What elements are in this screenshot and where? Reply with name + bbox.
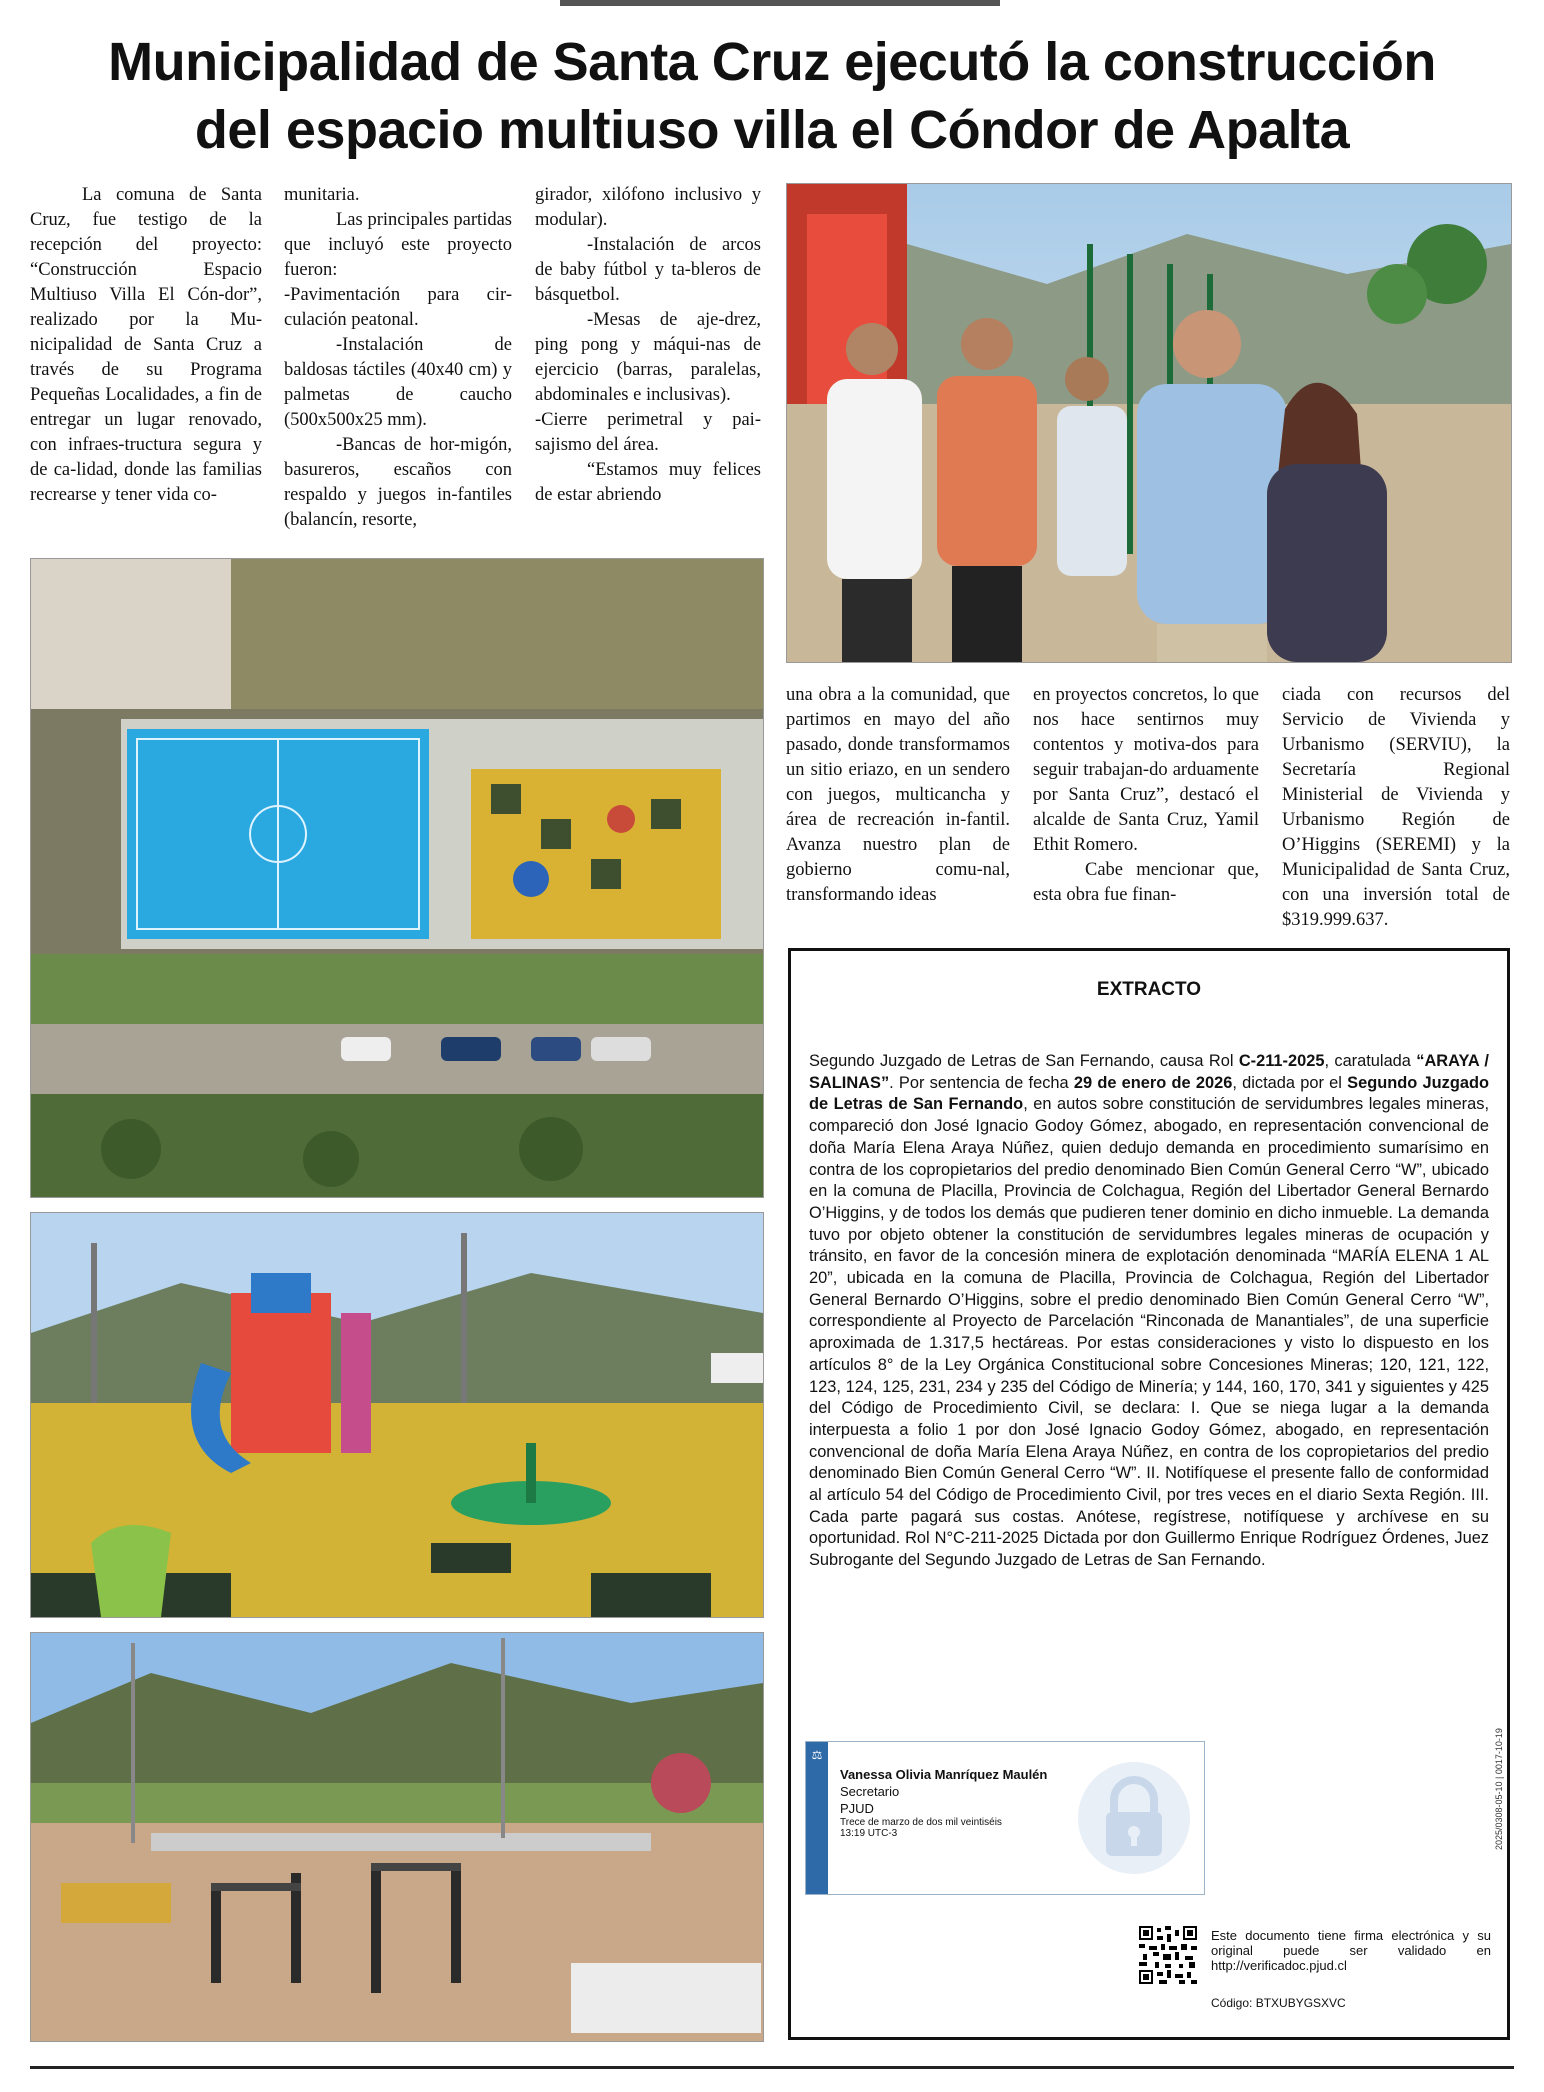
photo-playground xyxy=(30,1212,764,1618)
lock-icon xyxy=(1076,1760,1192,1876)
legal-notice-title: EXTRACTO xyxy=(1096,979,1202,1000)
court-name: Segundo Juzgado de Letras de San Fernando xyxy=(809,1073,1489,1114)
article-list-item: -Bancas de hor-migón, basureros, escaños con respaldo y juegos in-fantiles (balancín, resorte, xyxy=(284,435,512,530)
article-list-item: -Pavimentación para cir-culación peatonal. xyxy=(284,285,512,330)
article-paragraph: girador, xilófono inclusivo y modular). xyxy=(535,185,761,230)
photo-exercise-area xyxy=(30,1632,764,2042)
article-paragraph: munitaria. xyxy=(284,185,360,205)
article-paragraph: Cabe mencionar que, esta obra fue finan- xyxy=(1033,860,1259,905)
photo-officials-walking xyxy=(786,183,1512,663)
verification-note: Este documento tiene firma electrónica y su original puede ser validado en http://verificadoc.pjud.cl xyxy=(1211,1928,1491,1973)
article-column-6 xyxy=(1282,683,1510,933)
article-paragraph: Las principales partidas que incluyó este proyecto fueron: xyxy=(284,210,512,280)
signer-org: PJUD xyxy=(840,1801,874,1816)
verification-code: Código: BTXUBYGSXVC xyxy=(1211,1996,1346,2010)
legal-notice-box xyxy=(788,948,1510,2040)
article-column-1 xyxy=(30,183,262,508)
electronic-signature xyxy=(805,1741,1205,1895)
photo-aerial-view xyxy=(30,558,764,1198)
signature-date: Trece de marzo de dos mil veintiséis xyxy=(840,1817,1002,1828)
article-paragraph: “Estamos muy felices de estar abriendo xyxy=(535,460,761,505)
headline xyxy=(30,28,1514,164)
legal-text-segment: . Por sentencia de fecha xyxy=(889,1073,1074,1092)
legal-text-segment: , caratulada xyxy=(1324,1052,1417,1070)
article-column-3 xyxy=(535,183,761,508)
article-paragraph: en proyectos concretos, lo que nos hace sentirnos muy contentos y motiva-dos para seguir trabajan-do arduamente por Santa Cruz”, destacó el alcalde de Santa Cruz, Yamil Ethit Romero. xyxy=(1033,685,1259,855)
top-rule xyxy=(560,0,1000,6)
article-list-item: -Instalación de arcos de baby fútbol y ta-bleros de básquetbol. xyxy=(535,235,761,305)
headline-line-1: Municipalidad de Santa Cruz ejecutó la construcción xyxy=(108,32,1436,92)
article-column-5 xyxy=(1033,683,1259,908)
bottom-rule xyxy=(30,2066,1514,2069)
court-logo-icon: ⚖ xyxy=(811,1748,823,1762)
article-paragraph: una obra a la comunidad, que partimos en mayo del año pasado, donde transformamos un sitio eriazo, en un sendero con juegos, multicancha y área de recreación in-fantil. Avanza nuestro plan de gobierno comu-nal, transformando ideas xyxy=(786,685,1010,905)
article-list-item: -Mesas de aje-drez, ping pong y máqui-nas de ejercicio (barras, paralelas, abdominales e inclusivas). xyxy=(535,310,761,405)
article-paragraph: ciada con recursos del Servicio de Vivienda y Urbanismo (SERVIU), la Secretaría Regional Ministerial de Vivienda y Urbanismo Región de O’Higgins (SEREMI) y la Municipalidad de Santa Cruz, con una inversión total de $319.999.637. xyxy=(1282,685,1510,930)
case-caption: “ARAYA / SALINAS” xyxy=(809,1052,1489,1092)
article-paragraph: La comuna de Santa Cruz, fue testigo de la recepción del proyecto: “Construcción Espacio Multiuso Villa El Cón-dor”, realizado por la Mu-nicipalidad de Santa Cruz a través de su Programa Pequeñas Localidades, a fin de entregar un lugar renovado, con infraes-tructura segura y de ca-lidad, donde las familias recrearse y tener vida co- xyxy=(30,185,262,505)
signature-details xyxy=(840,1766,1047,1839)
ruling-date: 29 de enero de 2026 xyxy=(1073,1073,1233,1092)
signer-role: Secretario xyxy=(840,1784,900,1799)
signature-time: 13:19 UTC-3 xyxy=(840,1828,898,1839)
signer-name: Vanessa Olivia Manríquez Maulén xyxy=(840,1767,1048,1782)
article-list-item: -Cierre perimetral y pai-sajismo del área. xyxy=(535,410,761,455)
case-number: C-211-2025 xyxy=(1238,1052,1325,1070)
headline-line-2: del espacio multiuso villa el Cóndor de Apalta xyxy=(194,100,1350,160)
legal-text-segment: , en autos sobre constitución de servidumbres legales mineras, compareció don José Ignacio Godoy Gómez, abogado, en representación convencional de doña María Elena Araya Núñez, quien dedujo demanda en procedimiento sumarísimo en contra de los copropietarios del predio denominado Bien Común General Cerro “W”, ubicado en la comuna de Placilla, Provincia de Colchagua, Región del Libertador General Bernardo O’Higgins, y de todos los demás que pudieren tener dominio en dicho inmueble. La demanda tuvo por objeto obtener la constitución de servidumbres legales mineras de ocupación y tránsito, en favor de la concesión minera de explotación denominada “MARÍA ELENA 1 AL 20”, ubicada en la comuna de Placilla, Provincia de Colchagua, Región del Libertador General Bernardo O’Higgins, sobre el predio denominado Bien Común General Cerro “W”, correspondiente al Proyecto de Parcelación “Rinconada de Manantiales”, de una superficie aproximada de 1.317,5 hectáreas. Por estas consideraciones y visto lo dispuesto en los artículos 8° de la Ley Orgánica Constitucional sobre Concesiones Mineras; 120, 121, 122, 123, 124, 125, 231, 234 y 235 del Código de Minería; y 144, 160, 170, 341 y siguientes y 425 del Código de Procedimiento Civil, se declara: I. Que se niega lugar a la demanda interpuesta a folio 1 por don José Ignacio Godoy Gómez, abogado, en representación convencional de doña María Elena Araya Núñez, en contra de los copropietarios del predio denominado Bien Común General Cerro “W”. II. Notifíquese el presente fallo de conformidad al artículo 54 del Código de Procedimiento Civil, por tres veces en el diario Sexta Región. III. Cada parte pagará sus costas. Anótese, regístrese, notifíquese y archívese en su oportunidad. Rol N°C-211-2025 Dictada por don Guillermo Enrique Rodríguez Órdenes, Juez Subrogante del Segundo Juzgado de Letras de San Fernando. xyxy=(809,1095,1490,1570)
qr-code-icon[interactable] xyxy=(1139,1926,1197,1984)
article-column-2 xyxy=(284,183,512,533)
article-column-4 xyxy=(786,683,1010,908)
signature-strip xyxy=(806,1742,828,1894)
legal-text-segment: Segundo Juzgado de Letras de San Fernando, causa Rol xyxy=(809,1052,1239,1070)
legal-text-segment: , dictada por el xyxy=(1232,1073,1348,1092)
side-document-code: 2025/0308-05-10 | 0017-10-19 xyxy=(1494,1728,1504,1850)
article-list-item: -Instalación de baldosas táctiles (40x40 cm) y palmetas de caucho (500x500x25 mm). xyxy=(284,335,512,430)
legal-notice-text xyxy=(809,1051,1489,1572)
